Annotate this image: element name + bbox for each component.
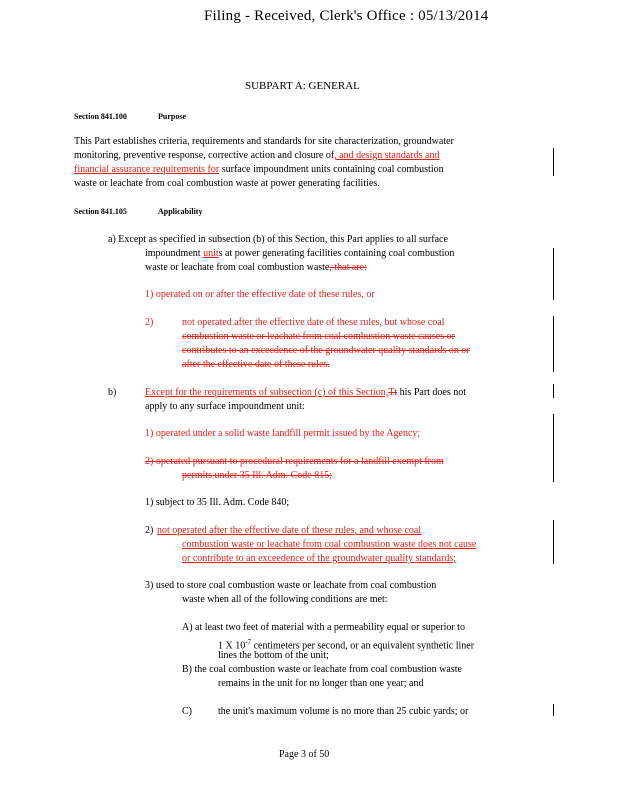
text: waste or leachate from coal combustion waste bbox=[145, 262, 330, 273]
subsection-b-line-2: apply to any surface impoundment unit: bbox=[145, 401, 305, 412]
inserted-text: Except for the requirements of subsection (c) of this Section, bbox=[145, 387, 389, 398]
subpart-title: SUBPART A: GENERAL bbox=[245, 80, 360, 92]
deleted-text: after the effective date of these rules. bbox=[182, 359, 330, 370]
purpose-line-2 bbox=[74, 149, 439, 163]
page-number: Page 3 of 50 bbox=[279, 749, 330, 760]
condition-b-line-2: remains in the unit for no longer than one year; and bbox=[218, 678, 424, 689]
section-number: Section 841.105 bbox=[74, 207, 127, 216]
subsection-b-item: 1) subject to 35 Ill. Adm. Code 840; bbox=[145, 497, 290, 508]
text: centimeters per second, or an equivalent synthetic liner bbox=[251, 640, 475, 652]
purpose-line-1: This Part establishes criteria, requirements and standards for site characterization, groundwater bbox=[74, 136, 454, 147]
inserted-text: , and design standards and bbox=[334, 150, 440, 161]
text: his Part does not bbox=[399, 387, 467, 398]
subsection-a-item-2-line-1: not operated after the effective date of these rules, but whose coal bbox=[182, 317, 445, 328]
revision-bar bbox=[553, 520, 554, 564]
section-heading: Applicability bbox=[158, 207, 203, 216]
subsection-b-item: 1) operated under a solid waste landfill permit issued by the Agency; bbox=[145, 428, 421, 439]
condition-a-line-1: A) at least two feet of material with a permeability equal or superior to bbox=[182, 622, 465, 633]
text: 1 X 10 bbox=[218, 640, 246, 652]
subsection-a-line-2 bbox=[145, 247, 454, 261]
subsection-b-item-number: 2) bbox=[145, 525, 154, 536]
deleted-text: , that are: bbox=[329, 262, 367, 273]
subsection-a-line-1: a) Except as specified in subsection (b) of this Section, this Part applies to all surface bbox=[108, 234, 448, 245]
purpose-line-4: waste or leachate from coal combustion waste at power generating facilities. bbox=[74, 178, 380, 189]
section-number: Section 841.100 bbox=[74, 112, 127, 121]
inserted-text: financial assurance requirements for bbox=[74, 164, 220, 175]
revision-bar bbox=[553, 384, 554, 398]
deleted-text: combustion waste or leachate from coal combustion waste causes or bbox=[182, 331, 455, 342]
inserted-text: not operated after the effective date of these rules, and whose coal bbox=[157, 525, 422, 536]
subsection-a-item-1: 1) operated on or after the effective date of these rules, or bbox=[145, 289, 375, 300]
condition-c-text: the unit's maximum volume is no more than 25 cubic yards; or bbox=[218, 706, 469, 717]
subsection-b-item: 3) used to store coal combustion waste or leachate from coal combustion bbox=[145, 580, 437, 591]
deleted-text: contributes to an exceedence of the groundwater quality standards on or bbox=[182, 345, 470, 356]
revision-bar bbox=[553, 148, 554, 176]
text: s at power generating facilities containing coal combustion bbox=[218, 248, 455, 259]
revision-bar bbox=[553, 316, 554, 372]
deleted-text: 2) operated pursuant to procedural requirements for a landfill exempt from bbox=[145, 456, 444, 467]
inserted-text: unit bbox=[203, 248, 219, 259]
revision-bar bbox=[553, 248, 554, 300]
subsection-b-line-1 bbox=[145, 386, 466, 400]
text: impoundment bbox=[145, 248, 201, 259]
text: monitoring, preventive response, corrective action and closure of bbox=[74, 150, 335, 161]
revision-bar bbox=[553, 414, 554, 482]
superscript: -7 bbox=[245, 638, 252, 646]
subsection-b-label: b) bbox=[108, 387, 117, 398]
subsection-a-item-2-number: 2) bbox=[145, 317, 154, 328]
purpose-line-3 bbox=[74, 163, 444, 177]
subsection-b-item-continued: waste when all of the following conditions are met: bbox=[182, 594, 388, 605]
section-heading: Purpose bbox=[158, 112, 186, 121]
deleted-text: Tt bbox=[388, 387, 398, 398]
inserted-text: or contribute to an exceedence of the groundwater quality standards; bbox=[182, 553, 457, 564]
text: surface impoundment units containing coal combustion bbox=[221, 164, 444, 175]
deleted-text: permits under 35 Ill. Adm. Code 815; bbox=[182, 470, 332, 481]
subsection-a-line-3 bbox=[145, 261, 367, 275]
inserted-text: combustion waste or leachate from coal combustion waste does not cause bbox=[182, 539, 477, 550]
condition-a-line-3: lines the bottom of the unit; bbox=[218, 650, 329, 661]
condition-c-label: C) bbox=[182, 706, 192, 717]
revision-bar bbox=[553, 704, 554, 716]
filing-header: Filing - Received, Clerk's Office : 05/13/2014 bbox=[204, 8, 489, 24]
condition-b-line-1: B) the coal combustion waste or leachate from coal combustion waste bbox=[182, 664, 462, 675]
